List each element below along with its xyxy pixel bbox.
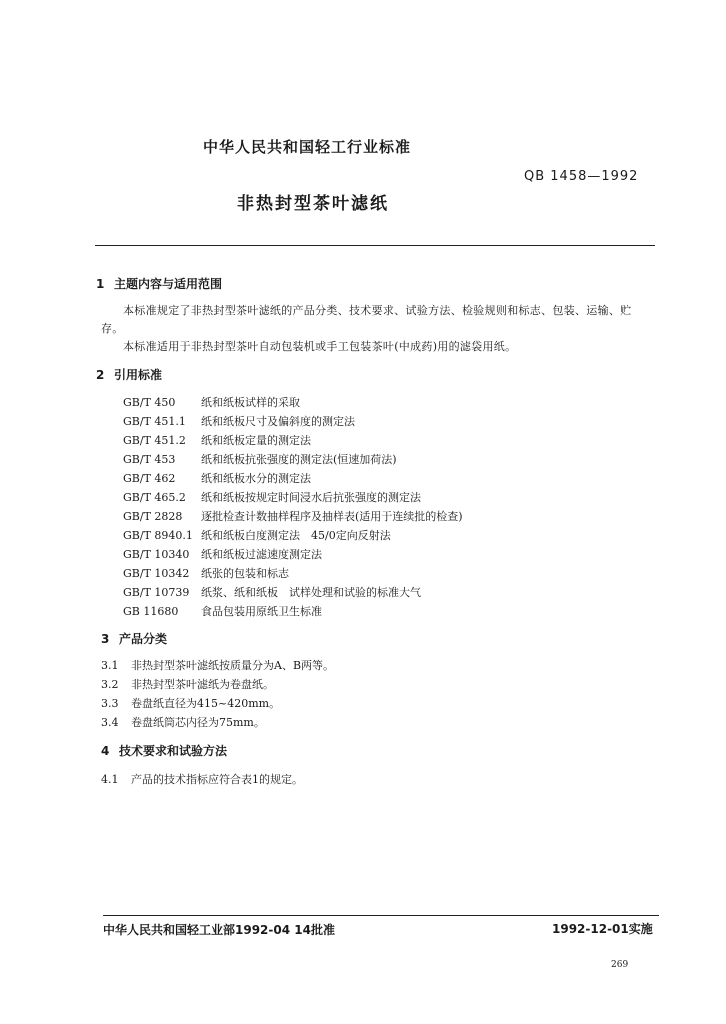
- reference-title: 食品包装用原纸卫生标准: [201, 605, 322, 618]
- standard-code: QB 1458—1992: [524, 169, 639, 184]
- clause-item: [101, 771, 303, 787]
- clause-number: 3.3: [101, 697, 119, 710]
- clause-item: [101, 714, 265, 730]
- clause-item: [101, 676, 274, 692]
- reference-item: [123, 603, 322, 619]
- reference-item: [123, 565, 289, 581]
- section-1-number: 1: [96, 277, 105, 291]
- section-1-paragraph-2: 本标准适用于非热封型茶叶自动包装机或手工包装茶叶(中成药)用的滤袋用纸。: [123, 340, 517, 353]
- clause-item: [101, 657, 334, 673]
- page-number: 269: [611, 960, 629, 970]
- section-2-number: 2: [96, 368, 105, 382]
- clause-text: 卷盘纸筒芯内径为75mm。: [131, 716, 265, 729]
- reference-item: [123, 489, 421, 505]
- reference-item: [123, 584, 421, 600]
- clause-number: 3.2: [101, 678, 119, 691]
- section-3-number: 3: [101, 632, 110, 646]
- reference-title: 纸和纸板试样的采取: [201, 396, 300, 409]
- reference-code: GB 11680: [123, 605, 179, 618]
- footer-rule: [103, 915, 659, 917]
- section-2-title: 引用标准: [114, 368, 163, 382]
- reference-code: GB/T 10739: [123, 586, 190, 599]
- reference-title: 纸和纸板尺寸及偏斜度的测定法: [201, 415, 355, 428]
- reference-item: [123, 546, 322, 562]
- section-1-paragraph-1-line-1: 本标准规定了非热封型茶叶滤纸的产品分类、技术要求、试验方法、检验规则和标志、包装、运输、贮: [123, 304, 632, 317]
- clause-number: 3.4: [101, 716, 119, 729]
- reference-title: 纸和纸板抗张强度的测定法(恒速加荷法): [201, 453, 397, 466]
- reference-title: 纸浆、纸和纸板 试样处理和试验的标准大气: [201, 586, 421, 599]
- reference-item: [123, 432, 311, 448]
- reference-title: 纸和纸板定量的测定法: [201, 434, 311, 447]
- section-1-paragraph-1-line-2: 存。: [101, 322, 124, 335]
- approval-statement: 中华人民共和国轻工业部1992-04 14批准: [103, 923, 335, 937]
- issuing-agency: 中华人民共和国轻工行业标准: [203, 138, 412, 156]
- section-4-number: 4: [101, 744, 110, 758]
- reference-code: GB/T 453: [123, 453, 176, 466]
- reference-code: GB/T 451.1: [123, 415, 186, 428]
- effective-date: 1992-12-01实施: [552, 922, 653, 936]
- reference-item: [123, 470, 311, 486]
- clause-number: 4.1: [101, 773, 119, 786]
- reference-title: 逐批检查计数抽样程序及抽样表(适用于连续批的检查): [201, 510, 463, 523]
- section-4-heading: [101, 742, 227, 759]
- reference-title: 纸和纸板水分的测定法: [201, 472, 311, 485]
- clause-number: 3.1: [101, 659, 119, 672]
- section-3-title: 产品分类: [119, 632, 168, 646]
- reference-code: GB/T 8940.1: [123, 529, 193, 542]
- reference-code: GB/T 465.2: [123, 491, 186, 504]
- section-2-heading: [96, 366, 162, 383]
- reference-title: 纸和纸板白度测定法 45/0定向反射法: [201, 529, 391, 542]
- section-1-title: 主题内容与适用范围: [114, 277, 223, 291]
- reference-code: GB/T 451.2: [123, 434, 186, 447]
- section-1-heading: [96, 275, 222, 292]
- reference-title: 纸和纸板过滤速度测定法: [201, 548, 322, 561]
- reference-item: [123, 527, 391, 543]
- clause-text: 卷盘纸直径为415~420mm。: [131, 697, 281, 710]
- clause-item: [101, 695, 280, 711]
- header-rule: [95, 245, 655, 247]
- reference-item: [123, 413, 355, 429]
- clause-text: 非热封型茶叶滤纸按质量分为A、B两等。: [131, 659, 335, 672]
- reference-code: GB/T 462: [123, 472, 176, 485]
- reference-title: 纸和纸板按规定时间浸水后抗张强度的测定法: [201, 491, 421, 504]
- section-4-title: 技术要求和试验方法: [119, 744, 228, 758]
- reference-code: GB/T 10342: [123, 567, 190, 580]
- reference-code: GB/T 10340: [123, 548, 190, 561]
- reference-item: [123, 451, 397, 467]
- document-title: 非热封型茶叶滤纸: [237, 194, 389, 214]
- reference-title: 纸张的包装和标志: [201, 567, 289, 580]
- reference-code: GB/T 450: [123, 396, 176, 409]
- clause-text: 产品的技术指标应符合表1的规定。: [131, 773, 303, 786]
- section-3-heading: [101, 630, 167, 647]
- clause-text: 非热封型茶叶滤纸为卷盘纸。: [131, 678, 274, 691]
- reference-item: [123, 394, 300, 410]
- reference-item: [123, 508, 463, 524]
- reference-code: GB/T 2828: [123, 510, 183, 523]
